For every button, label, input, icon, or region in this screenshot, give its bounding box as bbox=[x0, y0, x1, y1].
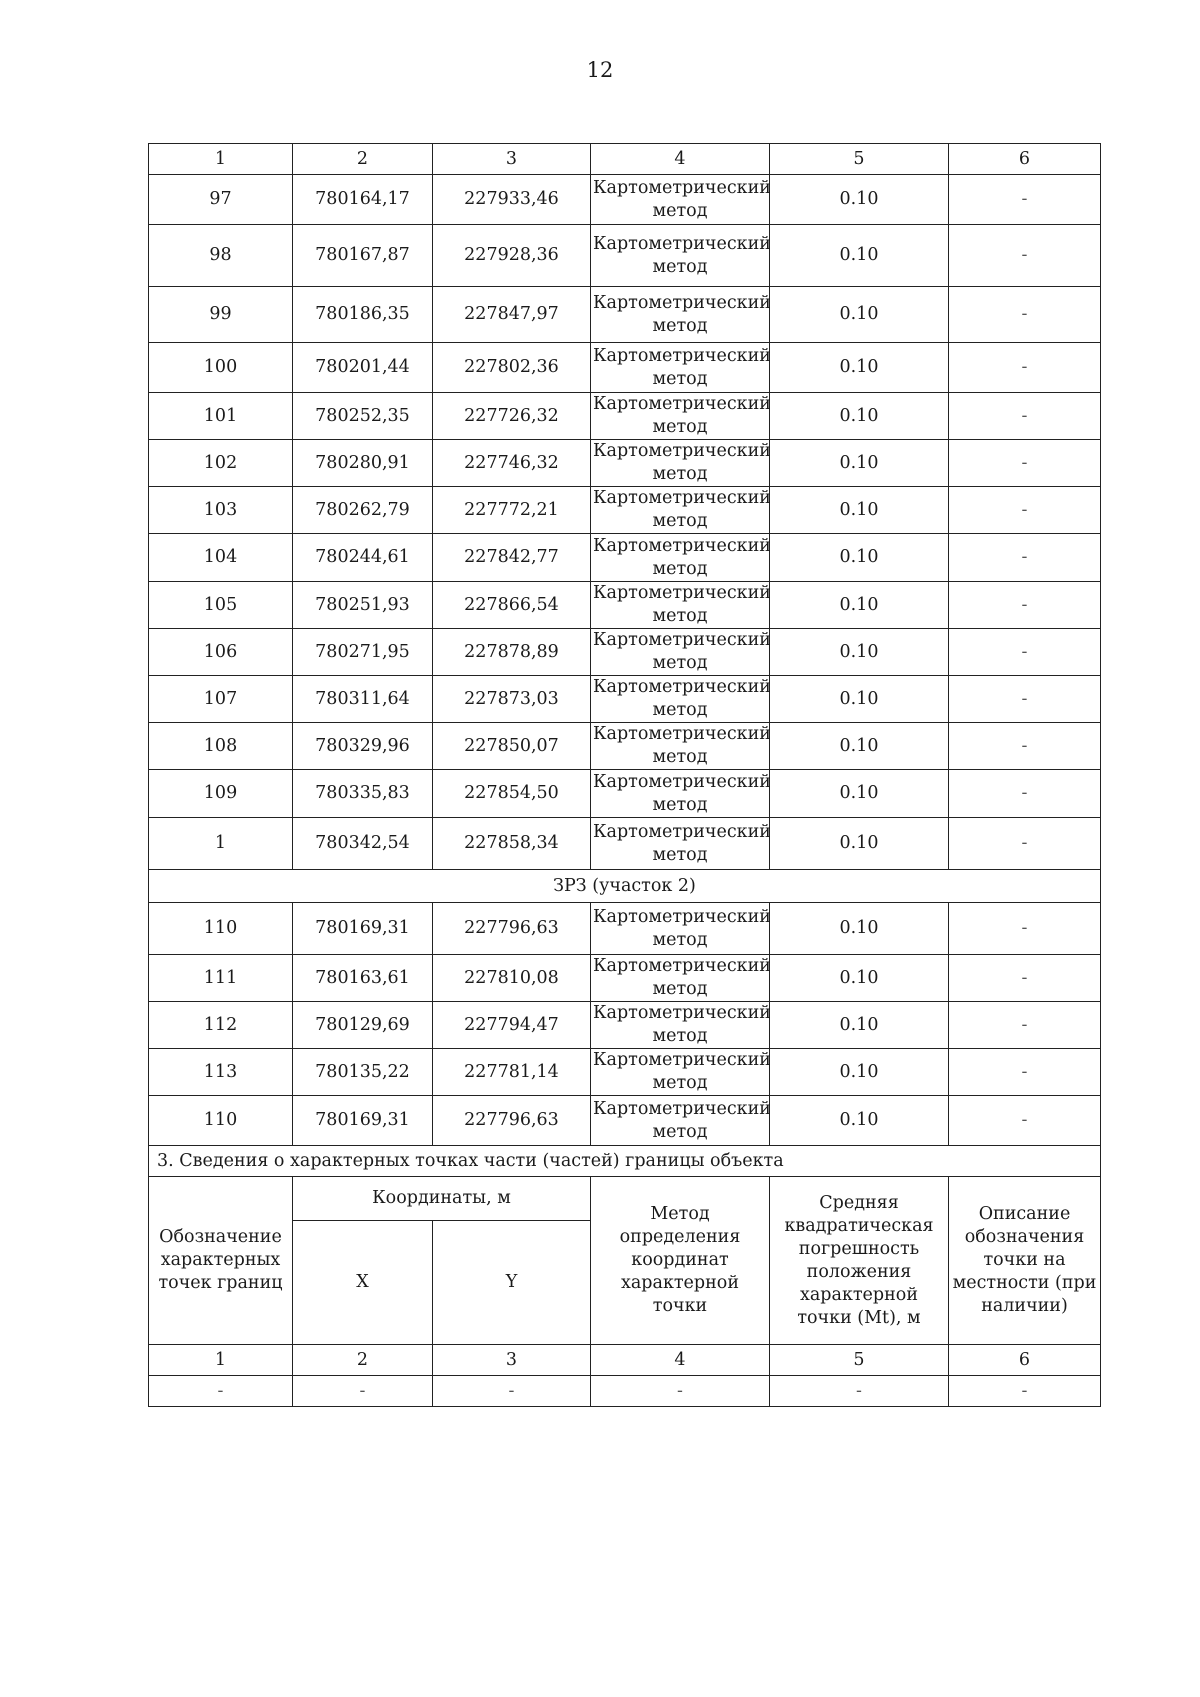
coord-y: 227796,63 bbox=[433, 1096, 591, 1146]
mt-value: 0.10 bbox=[770, 818, 949, 870]
description: - bbox=[949, 175, 1101, 225]
description: - bbox=[949, 393, 1101, 440]
coord-x: 780280,91 bbox=[293, 440, 433, 487]
point-number: 104 bbox=[149, 534, 293, 582]
section-row bbox=[149, 870, 1101, 903]
table-row bbox=[149, 1096, 1101, 1146]
table-row bbox=[149, 287, 1101, 343]
point-number: 107 bbox=[149, 676, 293, 723]
column-number: 3 bbox=[433, 144, 591, 175]
table-row bbox=[149, 393, 1101, 440]
description: - bbox=[949, 534, 1101, 582]
description: - bbox=[949, 343, 1101, 393]
coord-x: 780252,35 bbox=[293, 393, 433, 440]
point-number: 1 bbox=[149, 818, 293, 870]
table-row bbox=[149, 770, 1101, 818]
coord-x: 780169,31 bbox=[293, 903, 433, 955]
description: - bbox=[949, 1002, 1101, 1049]
coord-x: 780271,95 bbox=[293, 629, 433, 676]
point-number: 106 bbox=[149, 629, 293, 676]
empty-cell: - bbox=[591, 1376, 770, 1407]
mt-value: 0.10 bbox=[770, 440, 949, 487]
coord-y: 227847,97 bbox=[433, 287, 591, 343]
method: Картометрический метод bbox=[591, 1049, 770, 1096]
method: Картометрический метод bbox=[591, 487, 770, 534]
empty-cell: - bbox=[149, 1376, 293, 1407]
description: - bbox=[949, 440, 1101, 487]
point-number: 109 bbox=[149, 770, 293, 818]
coord-x: 780311,64 bbox=[293, 676, 433, 723]
point-number: 99 bbox=[149, 287, 293, 343]
coord-x: 780164,17 bbox=[293, 175, 433, 225]
mt-value: 0.10 bbox=[770, 955, 949, 1002]
column-number: 3 bbox=[433, 1345, 591, 1376]
coord-y: 227878,89 bbox=[433, 629, 591, 676]
mt-value: 0.10 bbox=[770, 1002, 949, 1049]
section3-row bbox=[149, 1146, 1101, 1177]
coord-y: 227794,47 bbox=[433, 1002, 591, 1049]
mt-value: 0.10 bbox=[770, 287, 949, 343]
mt-value: 0.10 bbox=[770, 487, 949, 534]
mt-value: 0.10 bbox=[770, 175, 949, 225]
mt-value: 0.10 bbox=[770, 582, 949, 629]
description: - bbox=[949, 770, 1101, 818]
point-number: 112 bbox=[149, 1002, 293, 1049]
coord-x: 780251,93 bbox=[293, 582, 433, 629]
header-description: Описание обозначения точки на местности (при наличии) bbox=[949, 1177, 1101, 1345]
mt-value: 0.10 bbox=[770, 770, 949, 818]
point-number: 103 bbox=[149, 487, 293, 534]
header-row-1 bbox=[149, 1177, 1101, 1221]
point-number: 97 bbox=[149, 175, 293, 225]
header-mt: Средняя квадратическая погрешность положения характерной точки (Mt), м bbox=[770, 1177, 949, 1345]
table-row bbox=[149, 225, 1101, 287]
column-number: 6 bbox=[949, 144, 1101, 175]
header-method: Метод определения координат характерной точки bbox=[591, 1177, 770, 1345]
table-row bbox=[149, 534, 1101, 582]
method: Картометрический метод bbox=[591, 343, 770, 393]
header-x: X bbox=[293, 1221, 433, 1345]
description: - bbox=[949, 723, 1101, 770]
coord-y: 227746,32 bbox=[433, 440, 591, 487]
coord-x: 780186,35 bbox=[293, 287, 433, 343]
table-row bbox=[149, 903, 1101, 955]
mt-value: 0.10 bbox=[770, 723, 949, 770]
section-title-zrz: ЗРЗ (участок 2) bbox=[149, 870, 1101, 903]
boundary-points-table bbox=[148, 143, 1101, 1407]
mt-value: 0.10 bbox=[770, 676, 949, 723]
method: Картометрический метод bbox=[591, 582, 770, 629]
coord-x: 780329,96 bbox=[293, 723, 433, 770]
coord-y: 227796,63 bbox=[433, 903, 591, 955]
description: - bbox=[949, 287, 1101, 343]
table-row bbox=[149, 175, 1101, 225]
point-number: 110 bbox=[149, 1096, 293, 1146]
method: Картометрический метод bbox=[591, 955, 770, 1002]
table-row bbox=[149, 818, 1101, 870]
column-number: 1 bbox=[149, 144, 293, 175]
description: - bbox=[949, 629, 1101, 676]
table-body bbox=[149, 144, 1101, 1407]
coord-y: 227933,46 bbox=[433, 175, 591, 225]
method: Картометрический метод bbox=[591, 440, 770, 487]
method: Картометрический метод bbox=[591, 393, 770, 440]
description: - bbox=[949, 818, 1101, 870]
coord-x: 780262,79 bbox=[293, 487, 433, 534]
mt-value: 0.10 bbox=[770, 534, 949, 582]
description: - bbox=[949, 1096, 1101, 1146]
mt-value: 0.10 bbox=[770, 1096, 949, 1146]
coord-y: 227928,36 bbox=[433, 225, 591, 287]
coord-x: 780335,83 bbox=[293, 770, 433, 818]
column-number: 4 bbox=[591, 1345, 770, 1376]
coord-x: 780163,61 bbox=[293, 955, 433, 1002]
table-row bbox=[149, 629, 1101, 676]
description: - bbox=[949, 582, 1101, 629]
section3-title: 3. Сведения о характерных точках части (частей) границы объекта bbox=[149, 1146, 1101, 1177]
point-number: 110 bbox=[149, 903, 293, 955]
header-coordinates: Координаты, м bbox=[293, 1177, 591, 1221]
table-row bbox=[149, 723, 1101, 770]
description: - bbox=[949, 903, 1101, 955]
point-number: 105 bbox=[149, 582, 293, 629]
coord-y: 227866,54 bbox=[433, 582, 591, 629]
description: - bbox=[949, 1049, 1101, 1096]
method: Картометрический метод bbox=[591, 818, 770, 870]
table-row bbox=[149, 955, 1101, 1002]
mt-value: 0.10 bbox=[770, 629, 949, 676]
point-number: 113 bbox=[149, 1049, 293, 1096]
page-number: 12 bbox=[586, 58, 614, 82]
header-y: Y bbox=[433, 1221, 591, 1345]
coord-x: 780135,22 bbox=[293, 1049, 433, 1096]
description: - bbox=[949, 676, 1101, 723]
method: Картометрический метод bbox=[591, 175, 770, 225]
coord-y: 227854,50 bbox=[433, 770, 591, 818]
coord-y: 227873,03 bbox=[433, 676, 591, 723]
point-number: 102 bbox=[149, 440, 293, 487]
method: Картометрический метод bbox=[591, 225, 770, 287]
method: Картометрический метод bbox=[591, 534, 770, 582]
column-number: 6 bbox=[949, 1345, 1101, 1376]
description: - bbox=[949, 225, 1101, 287]
column-number: 5 bbox=[770, 1345, 949, 1376]
coord-y: 227858,34 bbox=[433, 818, 591, 870]
empty-cell: - bbox=[770, 1376, 949, 1407]
column-number: 5 bbox=[770, 144, 949, 175]
coord-x: 780129,69 bbox=[293, 1002, 433, 1049]
empty-cell: - bbox=[293, 1376, 433, 1407]
method: Картометрический метод bbox=[591, 287, 770, 343]
coord-x: 780244,61 bbox=[293, 534, 433, 582]
empty-row bbox=[149, 1376, 1101, 1407]
coord-x: 780167,87 bbox=[293, 225, 433, 287]
coord-y: 227781,14 bbox=[433, 1049, 591, 1096]
coord-x: 780342,54 bbox=[293, 818, 433, 870]
point-number: 101 bbox=[149, 393, 293, 440]
method: Картометрический метод bbox=[591, 629, 770, 676]
coord-y: 227726,32 bbox=[433, 393, 591, 440]
table-row bbox=[149, 343, 1101, 393]
description: - bbox=[949, 487, 1101, 534]
table-row bbox=[149, 582, 1101, 629]
method: Картометрический метод bbox=[591, 1002, 770, 1049]
column-number: 1 bbox=[149, 1345, 293, 1376]
column-number: 2 bbox=[293, 144, 433, 175]
mt-value: 0.10 bbox=[770, 393, 949, 440]
table-row bbox=[149, 676, 1101, 723]
mt-value: 0.10 bbox=[770, 225, 949, 287]
coord-y: 227842,77 bbox=[433, 534, 591, 582]
point-number: 111 bbox=[149, 955, 293, 1002]
point-number: 98 bbox=[149, 225, 293, 287]
point-number: 100 bbox=[149, 343, 293, 393]
empty-cell: - bbox=[433, 1376, 591, 1407]
table-row bbox=[149, 1002, 1101, 1049]
method: Картометрический метод bbox=[591, 770, 770, 818]
coord-x: 780169,31 bbox=[293, 1096, 433, 1146]
description: - bbox=[949, 955, 1101, 1002]
method: Картометрический метод bbox=[591, 1096, 770, 1146]
table-row bbox=[149, 1049, 1101, 1096]
method: Картометрический метод bbox=[591, 723, 770, 770]
column-number: 2 bbox=[293, 1345, 433, 1376]
table-row bbox=[149, 440, 1101, 487]
method: Картометрический метод bbox=[591, 676, 770, 723]
mt-value: 0.10 bbox=[770, 903, 949, 955]
coord-y: 227802,36 bbox=[433, 343, 591, 393]
empty-cell: - bbox=[949, 1376, 1101, 1407]
point-number: 108 bbox=[149, 723, 293, 770]
header-point-designation: Обозначение характерных точек границ bbox=[149, 1177, 293, 1345]
top-column-numbers-row bbox=[149, 144, 1101, 175]
mt-value: 0.10 bbox=[770, 343, 949, 393]
column-number: 4 bbox=[591, 144, 770, 175]
coord-y: 227850,07 bbox=[433, 723, 591, 770]
table-row bbox=[149, 487, 1101, 534]
method: Картометрический метод bbox=[591, 903, 770, 955]
coord-y: 227772,21 bbox=[433, 487, 591, 534]
mt-value: 0.10 bbox=[770, 1049, 949, 1096]
coord-y: 227810,08 bbox=[433, 955, 591, 1002]
coord-x: 780201,44 bbox=[293, 343, 433, 393]
bottom-column-numbers-row bbox=[149, 1345, 1101, 1376]
